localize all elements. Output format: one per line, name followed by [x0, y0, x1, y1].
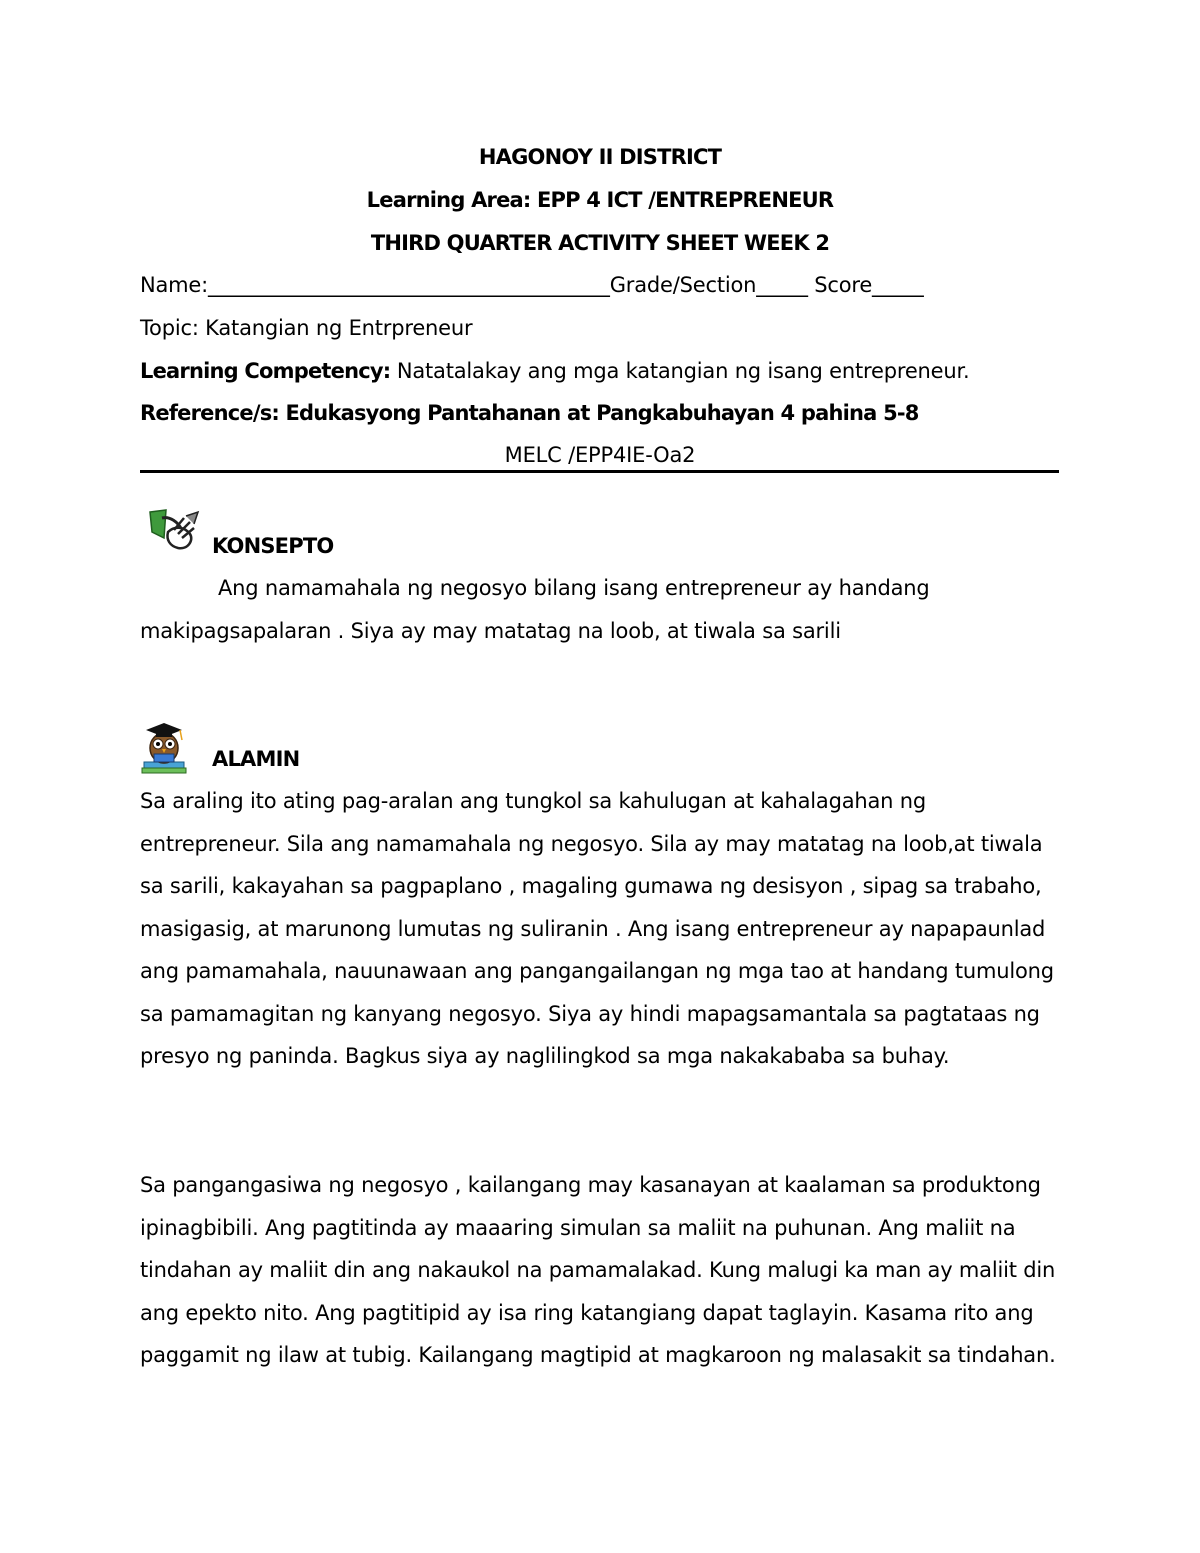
- alamin-paragraph-2: [140, 1164, 1070, 1377]
- konsepto-line-2: makipagsapalaran . Siya ay may matatag na loob, at tiwala sa sarili: [140, 619, 841, 643]
- learning-area: Learning Area: EPP 4 ICT /ENTREPRENEUR: [366, 188, 834, 212]
- pen-hand-icon: [148, 508, 200, 554]
- alamin-p1-line: presyo ng paninda. Bagkus siya ay naglilingkod sa mga nakakababa sa buhay.: [140, 1044, 950, 1068]
- konsepto-heading: KONSEPTO: [212, 534, 334, 558]
- alamin-p1-line: ang pamamahala, nauunawaan ang pangangailangan ng mga tao at handang tumulong: [140, 959, 1054, 983]
- owl-graduate-icon: [140, 718, 188, 774]
- melc-code: MELC /EPP4IE-Oa2: [504, 443, 696, 467]
- alamin-paragraph-1: [140, 780, 1070, 1078]
- alamin-p2-line: Sa pangangasiwa ng negosyo , kailangang may kasanayan at kaalaman sa produktong: [140, 1173, 1041, 1197]
- alamin-p2-line: ipinagbibili. Ang pagtitinda ay maaaring simulan sa maliit na puhunan. Ang maliit na: [140, 1215, 1016, 1240]
- alamin-p1-line: Sa araling ito ating pag-aralan ang tungkol sa kahulugan at kahalagahan ng: [140, 789, 926, 813]
- alamin-p2-line: paggamit ng ilaw at tubig. Kailangang magtipid at magkaroon ng malasakit sa tindahan.: [140, 1343, 1056, 1367]
- name-grade-score-line: Name:_______________________________________Grade/Section_____ Score_____: [140, 273, 924, 297]
- header-divider: [140, 470, 1059, 473]
- competency-text: Natatalakay ang mga katangian ng isang entrepreneur.: [390, 359, 970, 383]
- alamin-p1-line: masigasig, at marunong lumutas ng suliranin . Ang isang entrepreneur ay napapaunlad: [140, 916, 1046, 941]
- alamin-p2-line: tindahan ay maliit din ang nakaukol na pamamalakad. Kung malugi ka man ay maliit din: [140, 1258, 1056, 1282]
- alamin-p2-line: ang epekto nito. Ang pagtitipid ay isa ring katangiang dapat taglayin. Kasama rito ang: [140, 1300, 1034, 1325]
- konsepto-line-1: Ang namamahala ng negosyo bilang isang entrepreneur ay handang: [218, 576, 930, 600]
- district-title: HAGONOY II DISTRICT: [478, 145, 722, 169]
- alamin-p1-line: sa sarili, kakayahan sa pagpaplano , magaling gumawa ng desisyon , sipag sa trabaho,: [140, 874, 1042, 898]
- sheet-title: THIRD QUARTER ACTIVITY SHEET WEEK 2: [370, 231, 830, 255]
- reference: Reference/s: Edukasyong Pantahanan at Pangkabuhayan 4 pahina 5-8: [140, 401, 919, 425]
- competency-label: Learning Competency:: [140, 359, 391, 383]
- alamin-p1-line: sa pamamagitan ng kanyang negosyo. Siya ay hindi mapagsamantala sa pagtataas ng: [140, 1001, 1040, 1026]
- alamin-p1-line: entrepreneur. Sila ang namamahala ng negosyo. Sila ay may matatag na loob,at tiwala: [140, 831, 1043, 856]
- alamin-heading: ALAMIN: [212, 747, 300, 771]
- learning-competency: [140, 358, 969, 384]
- topic: Topic: Katangian ng Entrpreneur: [140, 316, 473, 340]
